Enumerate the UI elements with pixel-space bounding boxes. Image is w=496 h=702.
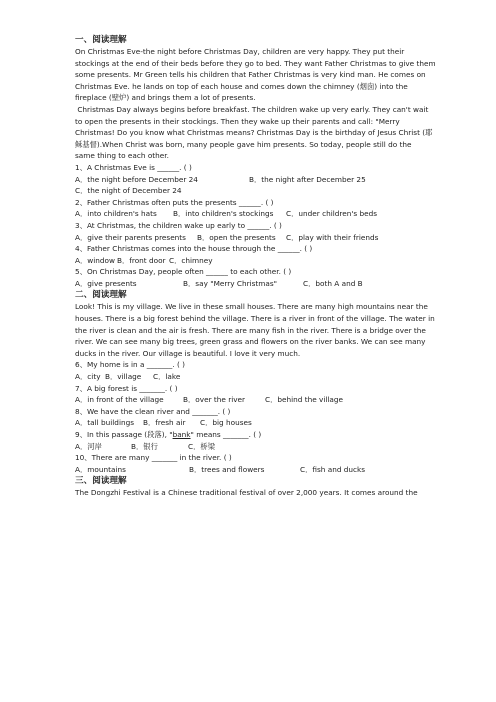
question-3: 3、At Christmas, the children wake up early to ______. ( )	[75, 220, 282, 230]
option-c: C．chimney	[169, 255, 213, 265]
passage-line: Christmas Day always begins before breakfast. The children wake up very early. They can't wait	[75, 104, 429, 114]
option-a: A．give presents	[75, 278, 137, 288]
passage-line: to open the presents in their stockings. Then they wake up their parents and call: "Merry	[75, 116, 400, 126]
question-1: 1、A Christmas Eve is ______. ( )	[75, 162, 192, 172]
option-a: A．mountains	[75, 464, 126, 474]
question-4-options	[75, 255, 466, 267]
question-5-options	[75, 278, 466, 290]
option-a: A．into children's hats	[75, 209, 157, 219]
question-1-options-row-1	[75, 174, 466, 186]
question-10-options	[75, 464, 466, 476]
option-a: A．河岸	[75, 441, 102, 451]
option-b: B．trees and flowers	[189, 464, 265, 474]
passage-line: same thing to each other.	[75, 151, 169, 161]
question-2: 2、Father Christmas often puts the presents ______. ( )	[75, 197, 274, 207]
option-a: A．window	[75, 255, 115, 265]
passage-line: ducks in the river. Our village is beautiful. I love it very much.	[75, 348, 301, 358]
question-8: 8、We have the clean river and _______. ( )	[75, 406, 231, 416]
option-a: A．the night before December 24	[75, 174, 198, 184]
passage-line: On Christmas Eve-the night before Christmas Day, children are very happy. They put their	[75, 47, 405, 56]
passage-line: 稣基督).When Christ was born, many people gave him presents. So today, people still do the	[75, 139, 412, 149]
question-6: 6、My home is in a _______. ( )	[75, 360, 185, 370]
passage-line: river. We can see many big trees, green grass and flowers on the river banks. We can see many	[75, 337, 426, 347]
question-9-text-end: " means _______. ( )	[190, 430, 262, 439]
option-c: C．big houses	[200, 418, 252, 428]
section-3-heading: 三、阅读理解	[75, 476, 127, 487]
option-c: C．under children's beds	[286, 209, 378, 219]
option-a: A．tall buildings	[75, 418, 135, 428]
option-a: A．city	[75, 372, 101, 382]
option-b: B．over the river	[183, 395, 246, 405]
option-b: B．into children's stockings	[173, 209, 274, 219]
question-5: 5、On Christmas Day, people often ______ to each other. ( )	[75, 267, 292, 277]
passage-line: Christmas Eve. he lands on top of each house and comes down the chimney (烟囱) into the	[75, 81, 408, 91]
option-b: B．银行	[131, 441, 158, 451]
passage-2	[75, 301, 466, 359]
passage-line: The Dongzhi Festival is a Chinese traditional festival of over 2,000 years. It comes around the	[75, 488, 418, 498]
option-b: B．fresh air	[143, 418, 186, 428]
option-a: A．in front of the village	[75, 395, 164, 405]
option-c: C．桥梁	[188, 441, 215, 451]
question-7: 7、A big forest is _______. ( )	[75, 383, 178, 393]
section-2-heading: 二、阅读理解	[75, 290, 127, 301]
passage-line: stockings at the end of their beds before they go to bed. They want Father Christmas to give them	[75, 58, 436, 68]
option-b: B．the night after December 25	[249, 174, 366, 184]
question-9-options	[75, 441, 466, 453]
passage-1-paragraph-1	[75, 46, 466, 104]
question-6-options	[75, 371, 466, 383]
question-2-options	[75, 208, 466, 220]
option-b: B．village	[105, 372, 142, 382]
question-9	[75, 429, 466, 441]
question-9-text-start: 9、In this passage (段落), "	[75, 430, 173, 439]
passage-line: fireplace (壁炉) and brings them a lot of presents.	[75, 93, 256, 103]
question-4: 4、Father Christmas comes into the house through the ______. ( )	[75, 244, 313, 254]
passage-line: Christmas! Do you know what Christmas means? Christmas Day is the birthday of Jesus Christ (耶	[75, 128, 433, 138]
section-1-heading: 一、阅读理解	[75, 35, 127, 45]
option-b: B．front door	[117, 255, 166, 265]
option-c: C．behind the village	[265, 395, 344, 405]
passage-line: some presents. Mr Green tells his children that Father Christmas is very kind man. He comes on	[75, 70, 426, 80]
question-8-options	[75, 417, 466, 429]
option-c: C．the night of December 24	[75, 186, 182, 196]
passage-line: Look! This is my village. We live in these small houses. There are many high mountains near the	[75, 302, 428, 312]
option-b: B．open the presents	[197, 232, 276, 242]
question-3-options	[75, 232, 466, 244]
question-10: 10、There are many _______ in the river. ( )	[75, 453, 232, 463]
passage-3	[75, 487, 466, 499]
question-9-keyword: bank	[172, 430, 191, 439]
option-c: C．fish and ducks	[300, 464, 366, 474]
option-c: C．lake	[153, 372, 181, 382]
passage-1-paragraph-2	[75, 104, 466, 162]
option-b: B．say "Merry Christmas"	[183, 278, 278, 288]
option-a: A．give their parents presents	[75, 232, 186, 242]
question-7-options	[75, 394, 466, 406]
passage-line: the river is clean and the air is fresh. There are many fish in the river. There is a bridge over the	[75, 325, 426, 335]
option-c: C．play with their friends	[286, 232, 379, 242]
passage-line: houses. There is a big forest behind the village. There is a river in front of the village. The water in	[75, 314, 435, 324]
option-c: C．both A and B	[303, 278, 363, 288]
